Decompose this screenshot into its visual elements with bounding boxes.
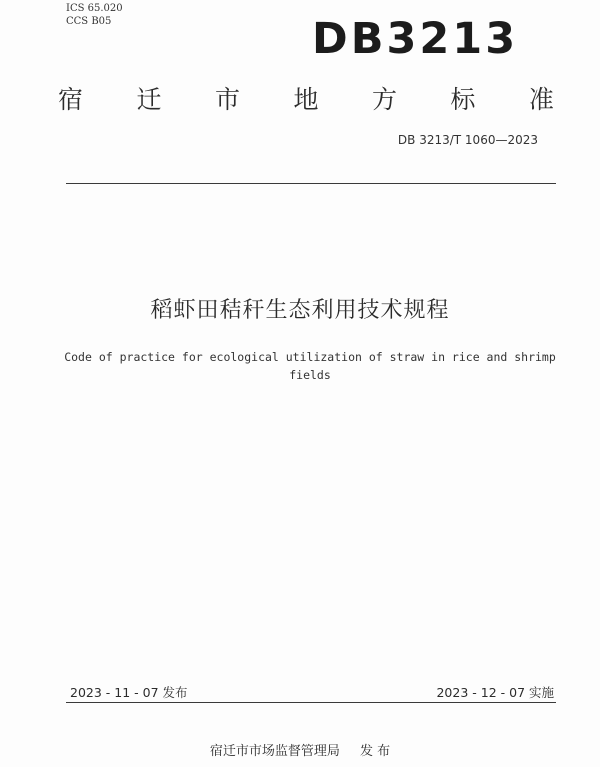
implement-date: 2023 - 12 - 07 实施 xyxy=(436,685,554,700)
footer-divider xyxy=(66,702,556,703)
local-standard-char: 地 xyxy=(293,85,319,114)
local-standard-char: 宿 xyxy=(58,85,84,114)
classification-codes xyxy=(66,2,123,28)
db-mark: DB3213 xyxy=(312,14,519,64)
local-standard-label xyxy=(58,84,554,116)
issuer-name: 宿迁市市场监督管理局 xyxy=(209,744,340,759)
local-standard-char: 市 xyxy=(214,85,240,114)
title-english-line: Code of practice for ecological utilization of straw in rice and shrimp xyxy=(64,350,556,364)
ccs-code: CCS B05 xyxy=(66,16,112,27)
issuer-line xyxy=(0,740,600,759)
title-chinese: 稻虾田秸秆生态利用技术规程 xyxy=(150,298,450,323)
header-divider xyxy=(66,183,556,184)
standard-number: DB 3213/T 1060—2023 xyxy=(397,133,538,147)
local-standard-char: 标 xyxy=(450,85,476,114)
title-english-line: fields xyxy=(289,368,331,382)
local-standard-char: 方 xyxy=(371,85,397,114)
ics-code: ICS 65.020 xyxy=(66,3,123,14)
issue-word: 发 布 xyxy=(360,744,391,759)
local-standard-char: 迁 xyxy=(136,85,162,114)
local-standard-char: 准 xyxy=(528,85,554,114)
title-english xyxy=(60,348,560,384)
issue-date: 2023 - 11 - 07 发布 xyxy=(70,685,188,700)
